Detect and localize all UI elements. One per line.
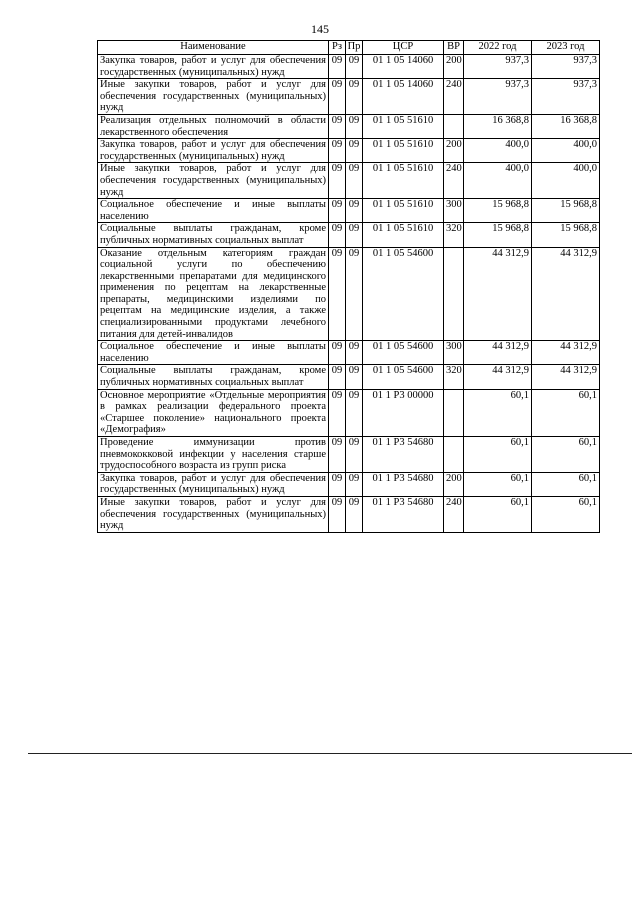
cell-pr: 09 bbox=[346, 199, 363, 223]
cell-name: Основное мероприятие «Отдельные мероприятия в рамках реализации федерального проекта «Старшее поколение» национального проекта «Демография» bbox=[98, 389, 329, 436]
cell-year-2022: 15 968,8 bbox=[464, 223, 532, 247]
cell-year-2023: 16 368,8 bbox=[532, 114, 600, 138]
table-header bbox=[98, 41, 600, 55]
table-row bbox=[98, 496, 600, 532]
cell-pr: 09 bbox=[346, 365, 363, 389]
cell-name: Иные закупки товаров, работ и услуг для обеспечения государственных (муниципальных) нужд bbox=[98, 496, 329, 532]
cell-year-2023: 937,3 bbox=[532, 79, 600, 115]
cell-rz: 09 bbox=[329, 139, 346, 163]
cell-csr: 01 1 05 51610 bbox=[363, 114, 444, 138]
cell-year-2023: 15 968,8 bbox=[532, 199, 600, 223]
cell-csr: 01 1 P3 00000 bbox=[363, 389, 444, 436]
header-csr: ЦСР bbox=[363, 41, 444, 55]
cell-pr: 09 bbox=[346, 223, 363, 247]
cell-csr: 01 1 05 14060 bbox=[363, 55, 444, 79]
header-row bbox=[98, 41, 600, 55]
cell-pr: 09 bbox=[346, 437, 363, 473]
cell-vr: 320 bbox=[444, 365, 464, 389]
cell-year-2022: 44 312,9 bbox=[464, 341, 532, 365]
table-row bbox=[98, 199, 600, 223]
header-year-2023: 2023 год bbox=[532, 41, 600, 55]
cell-rz: 09 bbox=[329, 472, 346, 496]
cell-vr: 240 bbox=[444, 79, 464, 115]
cell-rz: 09 bbox=[329, 247, 346, 341]
cell-pr: 09 bbox=[346, 496, 363, 532]
table-row bbox=[98, 341, 600, 365]
cell-rz: 09 bbox=[329, 199, 346, 223]
table-row bbox=[98, 114, 600, 138]
cell-rz: 09 bbox=[329, 55, 346, 79]
cell-name: Иные закупки товаров, работ и услуг для обеспечения государственных (муниципальных) нужд bbox=[98, 79, 329, 115]
header-pr: Пр bbox=[346, 41, 363, 55]
cell-pr: 09 bbox=[346, 139, 363, 163]
cell-vr: 300 bbox=[444, 199, 464, 223]
cell-year-2022: 60,1 bbox=[464, 496, 532, 532]
cell-name: Закупка товаров, работ и услуг для обеспечения государственных (муниципальных) нужд bbox=[98, 472, 329, 496]
table-row bbox=[98, 389, 600, 436]
bottom-divider bbox=[28, 753, 632, 754]
cell-vr bbox=[444, 114, 464, 138]
cell-rz: 09 bbox=[329, 79, 346, 115]
cell-name: Социальные выплаты гражданам, кроме публичных нормативных социальных выплат bbox=[98, 223, 329, 247]
cell-rz: 09 bbox=[329, 437, 346, 473]
cell-vr: 240 bbox=[444, 496, 464, 532]
cell-csr: 01 1 05 54600 bbox=[363, 365, 444, 389]
table-row bbox=[98, 365, 600, 389]
page-number: 145 bbox=[311, 22, 329, 36]
cell-vr: 200 bbox=[444, 139, 464, 163]
header-year-2022: 2022 год bbox=[464, 41, 532, 55]
cell-csr: 01 1 P3 54680 bbox=[363, 496, 444, 532]
cell-year-2023: 15 968,8 bbox=[532, 223, 600, 247]
cell-name: Реализация отдельных полномочий в области лекарственного обеспечения bbox=[98, 114, 329, 138]
cell-year-2023: 937,3 bbox=[532, 55, 600, 79]
cell-name: Социальные выплаты гражданам, кроме публичных нормативных социальных выплат bbox=[98, 365, 329, 389]
cell-vr bbox=[444, 437, 464, 473]
cell-csr: 01 1 05 54600 bbox=[363, 247, 444, 341]
cell-year-2022: 60,1 bbox=[464, 389, 532, 436]
cell-rz: 09 bbox=[329, 496, 346, 532]
cell-rz: 09 bbox=[329, 389, 346, 436]
cell-year-2022: 60,1 bbox=[464, 437, 532, 473]
cell-csr: 01 1 P3 54680 bbox=[363, 437, 444, 473]
table-row bbox=[98, 79, 600, 115]
cell-vr: 320 bbox=[444, 223, 464, 247]
table-body bbox=[98, 55, 600, 533]
cell-pr: 09 bbox=[346, 472, 363, 496]
cell-pr: 09 bbox=[346, 79, 363, 115]
cell-vr: 300 bbox=[444, 341, 464, 365]
table-row bbox=[98, 437, 600, 473]
cell-year-2023: 400,0 bbox=[532, 163, 600, 199]
cell-pr: 09 bbox=[346, 247, 363, 341]
cell-name: Оказание отдельным категориям граждан социальной услуги по обеспечению лекарственными препаратами для медицинского применения по рецептам на лекарственные препараты, медицинскими изделиями по рецептам на медицинские изделия, а также специализированными продуктами лечебного питания для детей-инвалидов bbox=[98, 247, 329, 341]
cell-pr: 09 bbox=[346, 114, 363, 138]
cell-name: Закупка товаров, работ и услуг для обеспечения государственных (муниципальных) нужд bbox=[98, 55, 329, 79]
cell-pr: 09 bbox=[346, 341, 363, 365]
cell-year-2022: 16 368,8 bbox=[464, 114, 532, 138]
cell-vr bbox=[444, 389, 464, 436]
cell-year-2022: 15 968,8 bbox=[464, 199, 532, 223]
cell-csr: 01 1 05 51610 bbox=[363, 199, 444, 223]
header-name: Наименование bbox=[98, 41, 329, 55]
cell-year-2022: 400,0 bbox=[464, 163, 532, 199]
cell-csr: 01 1 05 14060 bbox=[363, 79, 444, 115]
cell-csr: 01 1 05 54600 bbox=[363, 341, 444, 365]
cell-name: Социальное обеспечение и иные выплаты населению bbox=[98, 199, 329, 223]
cell-name: Проведение иммунизации против пневмококковой инфекции у населения старше трудоспособного возраста из групп риска bbox=[98, 437, 329, 473]
budget-table bbox=[97, 40, 600, 533]
cell-year-2022: 60,1 bbox=[464, 472, 532, 496]
table-row bbox=[98, 223, 600, 247]
cell-year-2022: 44 312,9 bbox=[464, 247, 532, 341]
cell-year-2023: 400,0 bbox=[532, 139, 600, 163]
cell-rz: 09 bbox=[329, 365, 346, 389]
header-vr: ВР bbox=[444, 41, 464, 55]
cell-year-2023: 60,1 bbox=[532, 472, 600, 496]
table-row bbox=[98, 163, 600, 199]
cell-year-2022: 400,0 bbox=[464, 139, 532, 163]
header-rz: Рз bbox=[329, 41, 346, 55]
cell-rz: 09 bbox=[329, 341, 346, 365]
cell-name: Закупка товаров, работ и услуг для обеспечения государственных (муниципальных) нужд bbox=[98, 139, 329, 163]
cell-year-2023: 44 312,9 bbox=[532, 247, 600, 341]
cell-pr: 09 bbox=[346, 163, 363, 199]
cell-vr: 200 bbox=[444, 472, 464, 496]
cell-name: Социальное обеспечение и иные выплаты населению bbox=[98, 341, 329, 365]
cell-name: Иные закупки товаров, работ и услуг для обеспечения государственных (муниципальных) нужд bbox=[98, 163, 329, 199]
cell-csr: 01 1 05 51610 bbox=[363, 163, 444, 199]
cell-year-2023: 44 312,9 bbox=[532, 341, 600, 365]
cell-rz: 09 bbox=[329, 114, 346, 138]
cell-year-2022: 937,3 bbox=[464, 79, 532, 115]
table-row bbox=[98, 247, 600, 341]
cell-year-2023: 60,1 bbox=[532, 496, 600, 532]
cell-year-2023: 60,1 bbox=[532, 437, 600, 473]
cell-pr: 09 bbox=[346, 55, 363, 79]
cell-vr bbox=[444, 247, 464, 341]
cell-rz: 09 bbox=[329, 223, 346, 247]
cell-year-2022: 44 312,9 bbox=[464, 365, 532, 389]
table-row bbox=[98, 139, 600, 163]
cell-csr: 01 1 P3 54680 bbox=[363, 472, 444, 496]
table-row bbox=[98, 472, 600, 496]
cell-csr: 01 1 05 51610 bbox=[363, 139, 444, 163]
cell-year-2023: 44 312,9 bbox=[532, 365, 600, 389]
cell-vr: 200 bbox=[444, 55, 464, 79]
cell-pr: 09 bbox=[346, 389, 363, 436]
cell-rz: 09 bbox=[329, 163, 346, 199]
table-row bbox=[98, 55, 600, 79]
cell-vr: 240 bbox=[444, 163, 464, 199]
cell-year-2022: 937,3 bbox=[464, 55, 532, 79]
cell-year-2023: 60,1 bbox=[532, 389, 600, 436]
cell-csr: 01 1 05 51610 bbox=[363, 223, 444, 247]
